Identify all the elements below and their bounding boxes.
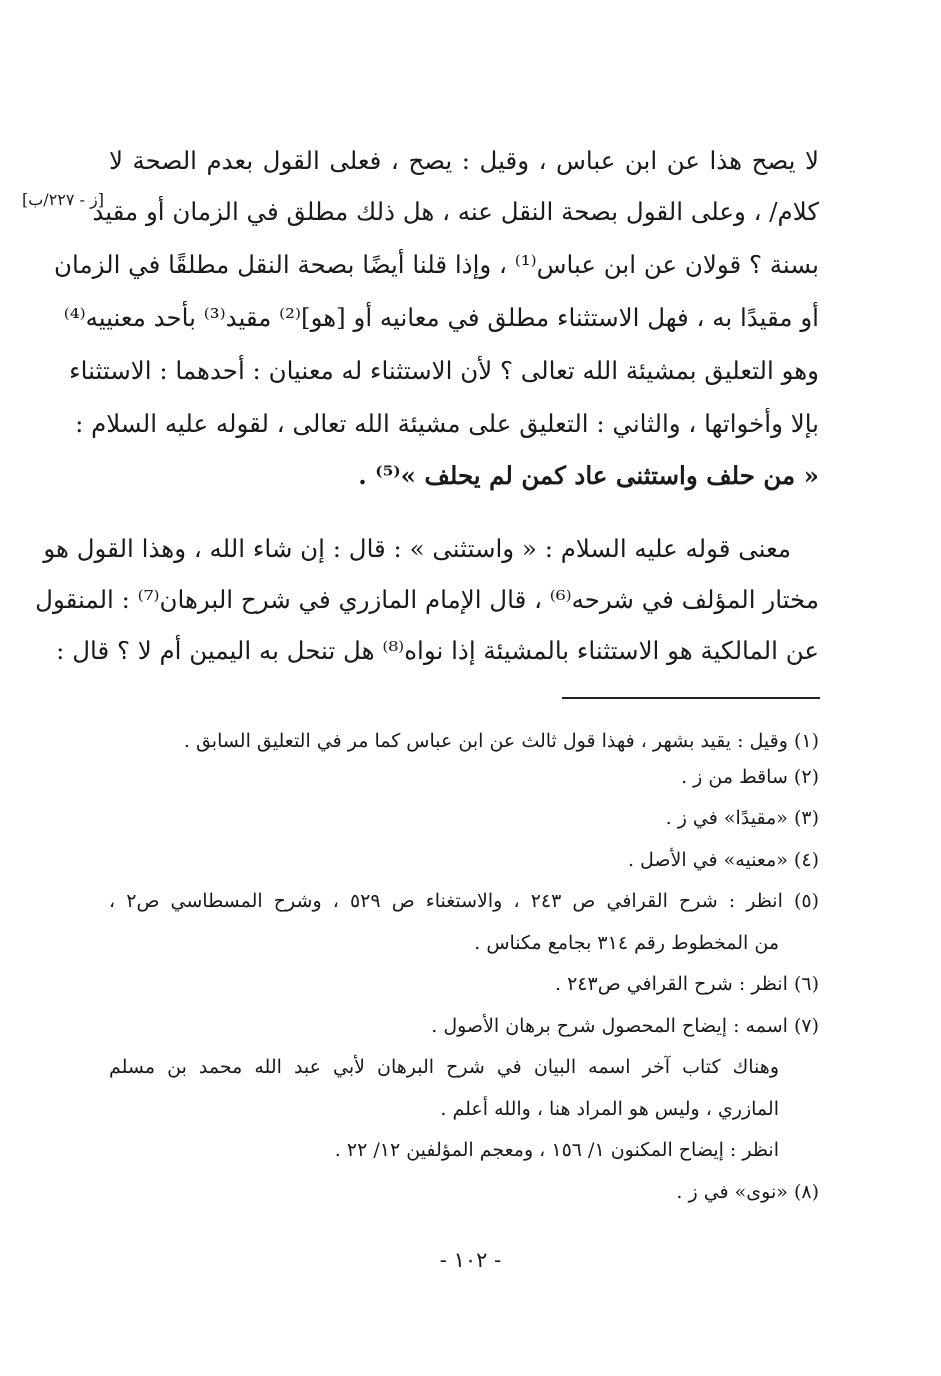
margin-note: [ز - ٢٢٧/ب]	[21, 190, 105, 209]
footnote: (٨) «نوى» في ز .	[676, 1181, 819, 1203]
body-line: مختار المؤلف في شرحه⁽⁶⁾ ، قال الإمام المازري في شرح البرهان⁽⁷⁾ : المنقول	[35, 585, 819, 614]
footnote: (١) وقيل : يقيد بشهر ، فهذا قول ثالث عن ابن عباس كما مر في التعليق السابق .	[183, 730, 819, 752]
body-line: بسنة ؟ قولان عن ابن عباس⁽¹⁾ ، وإذا قلنا أيضًا بصحة النقل مطلقًا في الزمان	[54, 250, 819, 279]
footnote: (٢) ساقط من ز .	[681, 766, 819, 788]
body-line: عن المالكية هو الاستثناء بالمشيئة إذا نواه⁽⁸⁾ هل تنحل به اليمين أم لا ؟ قال :	[56, 636, 819, 665]
page-number: - ١٠٢ -	[439, 1248, 502, 1272]
footnote-separator	[562, 697, 820, 699]
footnote: (٤) «معنيه» في الأصل .	[627, 849, 819, 871]
footnote-continuation: وهناك كتاب آخر اسمه البيان في شرح البرهان لأبي عبد الله محمد بن مسلم	[109, 1056, 779, 1078]
footnote-continuation: المازري ، وليس هو المراد هنا ، والله أعلم .	[440, 1098, 779, 1120]
footnote: (٧) اسمه : إيضاح المحصول شرح برهان الأصول .	[431, 1015, 819, 1037]
footnote: (٥) انظر : شرح القرافي ص ٢٤٣ ، والاستغناء ص ٥٢٩ ، وشرح المسطاسي ص٢ ،	[109, 890, 820, 912]
body-line: معنى قوله عليه السلام : « واستثنى » : قال : إن شاء الله ، وهذا القول هو	[43, 534, 791, 563]
body-line: وهو التعليق بمشيئة الله تعالى ؟ لأن الاستثناء له معنيان : أحدهما : الاستثناء	[69, 356, 819, 385]
footnote: (٦) انظر : شرح القرافي ص٢٤٣ .	[554, 973, 819, 995]
footnote-continuation: من المخطوط رقم ٣١٤ بجامع مكناس .	[474, 932, 779, 954]
footnote-continuation: انظر : إيضاح المكنون ١/ ١٥٦ ، ومعجم المؤلفين ١٢/ ٢٢ .	[334, 1139, 779, 1161]
hadith-quote-line: « من حلف واستثنى عاد كمن لم يحلف »⁽⁵⁾ .	[358, 461, 819, 490]
body-line: أو مقيدًا به ، فهل الاستثناء مطلق في معانيه أو [هو]⁽²⁾ مقيد⁽³⁾ بأحد معنييه⁽⁴⁾	[63, 303, 819, 332]
footnote: (٣) «مقيدًا» في ز .	[665, 807, 819, 829]
body-line: لا يصح هذا عن ابن عباس ، وقيل : يصح ، فعلى القول بعدم الصحة لا	[109, 146, 819, 175]
body-line: بإلا وأخواتها ، والثاني : التعليق على مشيئة الله تعالى ، لقوله عليه السلام :	[75, 409, 819, 438]
body-line: كلام/ ، وعلى القول بصحة النقل عنه ، هل ذلك مطلق في الزمان أو مقيد	[92, 197, 819, 226]
